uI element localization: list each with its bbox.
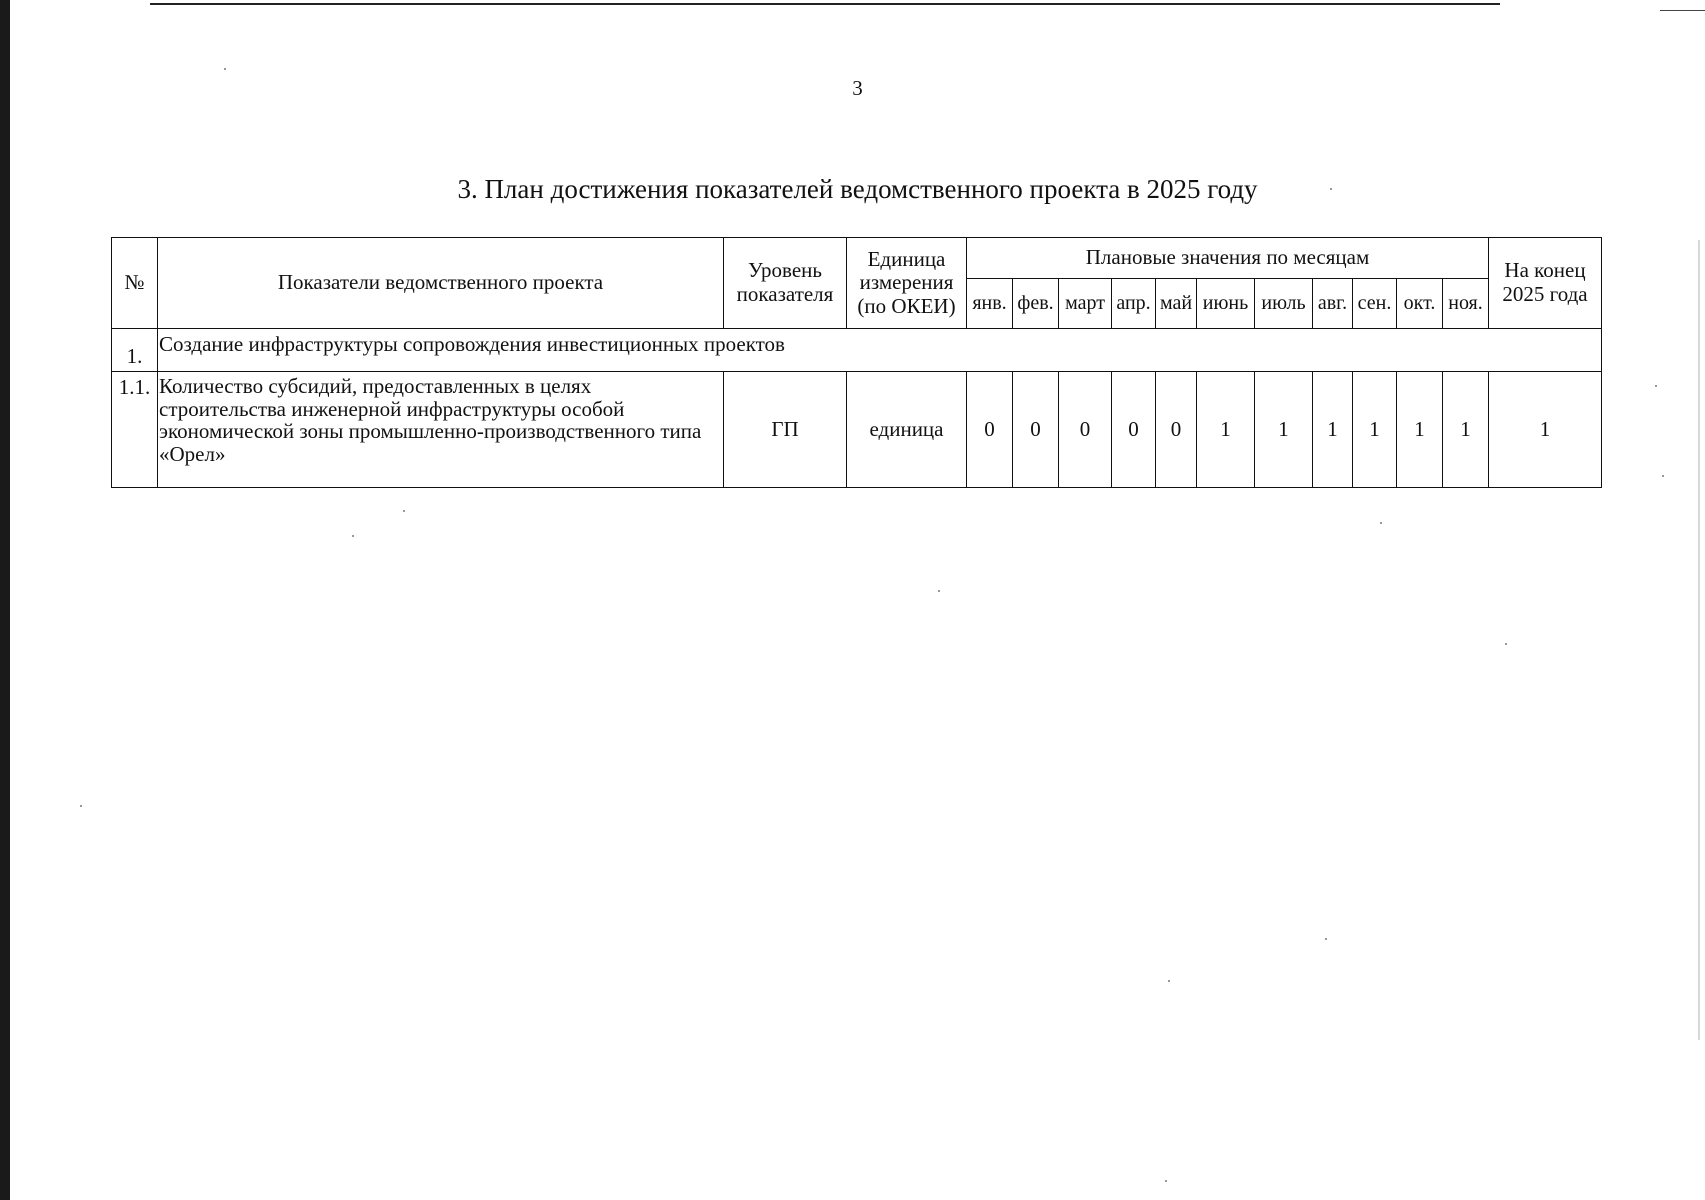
- row-level: ГП: [724, 372, 847, 488]
- row-month-value: 0: [1013, 372, 1059, 488]
- header-month: ноя.: [1443, 279, 1489, 329]
- scan-speck: [1380, 522, 1382, 524]
- row-month-value: 1: [1443, 372, 1489, 488]
- row-indicator-name: Количество субсидий, предоставленных в целях строительства инженерной инфраструктуры особой экономической зоны промышленно-производственного типа «Орел»: [158, 372, 724, 488]
- header-unit: Единица измерения (по ОКЕИ): [847, 238, 967, 329]
- row-number: 1.1.: [112, 372, 158, 488]
- header-month: авг.: [1313, 279, 1353, 329]
- header-month: сен.: [1353, 279, 1397, 329]
- header-month: янв.: [967, 279, 1013, 329]
- scan-speck: [80, 805, 82, 807]
- row-month-value: 0: [1059, 372, 1112, 488]
- row-month-value: 0: [1112, 372, 1156, 488]
- row-month-value: 1: [1313, 372, 1353, 488]
- scan-speck: [1168, 980, 1170, 982]
- header-month: окт.: [1397, 279, 1443, 329]
- page-number: 3: [852, 76, 863, 100]
- section-number: 1.: [112, 329, 158, 372]
- row-unit: единица: [847, 372, 967, 488]
- scan-speck: [1662, 475, 1664, 477]
- header-month: апр.: [1112, 279, 1156, 329]
- scan-speck: [352, 535, 354, 537]
- table-section-row: [112, 329, 1602, 372]
- header-month: март: [1059, 279, 1112, 329]
- scan-top-rule-right: [1660, 10, 1705, 11]
- row-month-value: 0: [1156, 372, 1197, 488]
- section-title: Создание инфраструктуры сопровождения инвестиционных проектов: [158, 329, 1602, 372]
- page-title: 3. План достижения показателей ведомственного проекта в 2025 году: [457, 174, 1258, 204]
- header-month: фев.: [1013, 279, 1059, 329]
- row-month-value: 1: [1353, 372, 1397, 488]
- header-monthly-values: Плановые значения по месяцам: [967, 238, 1489, 279]
- table-row: [112, 372, 1602, 488]
- row-month-value: 1: [1197, 372, 1255, 488]
- scan-speck: [224, 68, 226, 70]
- scan-speck: [938, 590, 940, 592]
- row-month-value: 0: [967, 372, 1013, 488]
- header-end-of-year: На конец 2025 года: [1489, 238, 1602, 329]
- scan-top-rule: [150, 3, 1500, 5]
- header-level: Уровень показателя: [724, 238, 847, 329]
- row-end-of-year-value: 1: [1489, 372, 1602, 488]
- header-number: №: [112, 238, 158, 329]
- header-month: июнь: [1197, 279, 1255, 329]
- row-month-value: 1: [1255, 372, 1313, 488]
- header-indicator: Показатели ведомственного проекта: [158, 238, 724, 329]
- scan-speck: [1325, 938, 1327, 940]
- scan-right-edge: [1698, 240, 1700, 1040]
- scan-speck: [1505, 643, 1507, 645]
- scan-speck: [403, 510, 405, 512]
- row-month-value: 1: [1397, 372, 1443, 488]
- indicator-plan-table: [111, 237, 1602, 488]
- scan-speck: [1165, 1180, 1167, 1182]
- header-month: июль: [1255, 279, 1313, 329]
- scan-speck: [1655, 385, 1657, 387]
- header-month: май: [1156, 279, 1197, 329]
